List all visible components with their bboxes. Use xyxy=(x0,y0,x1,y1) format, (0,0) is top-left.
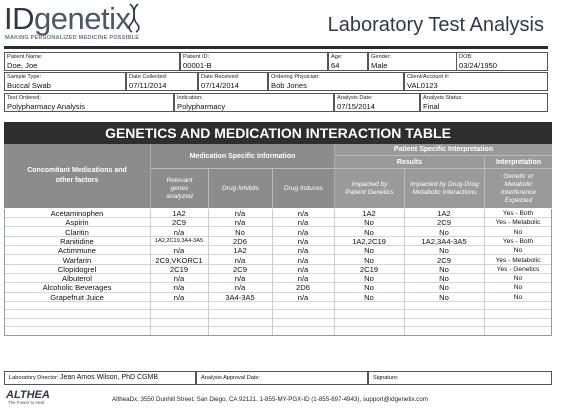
date-received-label: Date Received: xyxy=(201,74,240,80)
cell-inhibits: 2C9 xyxy=(233,264,247,274)
date-collected-value: 07/11/2014 xyxy=(129,81,167,90)
cell-medication: Warfarin xyxy=(62,255,92,265)
col-header-genes-text: Relevant genes analyzed xyxy=(166,176,193,200)
patient-name-label: Patient Name: xyxy=(7,54,43,60)
cell-medication: Albuterol xyxy=(62,274,92,284)
date-received-value: 07/14/2014 xyxy=(201,81,240,90)
col-header-interference-text: Genetic or Metabolic Interference Expected xyxy=(500,172,537,204)
table-title: GENETICS AND MEDICATION INTERACTION TABLE xyxy=(4,122,552,144)
cell-impacted-ddi: No xyxy=(439,227,449,237)
account-label: Client/Account #: xyxy=(407,74,450,80)
page-title: Laboratory Test Analysis xyxy=(327,14,544,36)
physician-label: Ordering Physician: xyxy=(271,74,320,80)
cell-induces: 2D6 xyxy=(296,283,310,293)
cell-medication: Aspirin xyxy=(65,218,89,228)
cell-genes: n/a xyxy=(173,227,185,237)
brand-suffix: genetix xyxy=(34,1,131,36)
col-header-impacted-ddi-text: Impacted by Drug-Drug Metabolic Interactions xyxy=(410,180,479,196)
cell-medication: Ranitidine xyxy=(60,236,94,246)
date-received-box xyxy=(198,72,268,91)
cell-genes: 1A2,2C19,3A4-3A5 xyxy=(154,237,204,244)
patient-id-label: Patient ID: xyxy=(183,54,210,60)
lab-director-value: Jean Amos Wilson, PhD CGMB xyxy=(60,374,159,381)
patient-id-value: 00001-B xyxy=(183,61,212,70)
col-header-genes xyxy=(150,168,208,208)
dob-value: 03/24/1950 xyxy=(459,61,498,70)
cell-induces: n/a xyxy=(297,236,309,246)
cell-interpretation: No xyxy=(513,293,523,301)
age-label: Age: xyxy=(331,54,343,60)
cell-impacted-ddi: 2C9 xyxy=(437,218,451,228)
cell-induces: n/a xyxy=(297,227,309,237)
col-header-impacted-genetics-text: Impacted by Patient Genetics xyxy=(345,180,394,196)
cell-induces: n/a xyxy=(297,292,309,302)
cell-impacted-ddi: No xyxy=(439,264,449,274)
brand-prefix: ID xyxy=(4,1,34,36)
cell-inhibits: No xyxy=(235,227,245,237)
cell-impacted-ddi: 1A2 xyxy=(437,209,451,218)
cell-interpretation: Yes - Both xyxy=(502,210,534,217)
gender-value: Male xyxy=(371,61,388,70)
physician-box xyxy=(268,72,404,91)
cell-genes: 2C9 xyxy=(172,218,186,228)
col-header-inhibits-text: Drug Inhibits xyxy=(221,184,260,192)
dob-label: DOB: xyxy=(459,54,473,60)
cell-inhibits: n/a xyxy=(234,274,246,284)
indication-label: Indication: xyxy=(177,95,203,101)
althea-tagline: The Power to Heal xyxy=(8,400,45,405)
cell-impacted-genetics: No xyxy=(364,255,374,265)
cell-interpretation: No xyxy=(513,284,523,292)
cell-genes: n/a xyxy=(173,246,185,256)
patient-id-box xyxy=(180,52,328,71)
cell-interpretation: Yes - Metabolic xyxy=(495,219,541,227)
cell-medication: Acetaminophen xyxy=(50,209,104,218)
cell-impacted-genetics: 2C19 xyxy=(359,264,379,274)
col-header-impacted-genetics xyxy=(334,168,404,208)
cell-genes: 1A2 xyxy=(172,209,186,218)
cell-induces: n/a xyxy=(297,218,309,228)
physician-value: Bob Jones xyxy=(271,81,307,90)
cell-interpretation: No xyxy=(513,228,523,236)
cell-induces: n/a xyxy=(297,274,309,284)
cell-genes: n/a xyxy=(173,283,185,293)
signature-label: Signature: xyxy=(373,375,399,381)
dob-box xyxy=(456,52,548,71)
analysis-date-value: 07/15/2014 xyxy=(337,102,376,111)
col-header-interference xyxy=(484,168,552,208)
group-header-medication-text: Medication Specific Information xyxy=(189,152,296,160)
cell-medication: Actimmune xyxy=(58,246,96,256)
cell-impacted-genetics: No xyxy=(364,292,374,302)
col-header-medications xyxy=(4,144,150,208)
cell-genes: n/a xyxy=(173,274,185,284)
brand-logo xyxy=(4,2,194,44)
althea-logo: ALTHEA xyxy=(6,389,50,401)
lab-director-label: Laboratory Director: xyxy=(9,375,59,381)
cell-inhibits: n/a xyxy=(234,218,246,228)
analysis-status-box xyxy=(420,93,548,112)
sample-type-value: Buccal Swab xyxy=(7,81,51,90)
gender-label: Gender: xyxy=(371,54,392,60)
cell-medication: Alcoholic Beverages xyxy=(42,283,112,293)
sub-header-results-text: Results xyxy=(396,158,423,166)
cell-impacted-genetics: 1A2,2C19 xyxy=(352,236,386,246)
header-divider xyxy=(4,46,548,49)
col-header-induces xyxy=(272,168,334,208)
cell-medication: Clopidogrel xyxy=(57,264,97,274)
cell-inhibits: n/a xyxy=(234,209,246,218)
indication-box xyxy=(174,93,334,112)
date-collected-box xyxy=(126,72,198,91)
account-box xyxy=(404,72,548,91)
cell-inhibits: 1A2 xyxy=(233,246,247,256)
cell-induces: n/a xyxy=(297,209,309,218)
dna-helix-icon xyxy=(128,3,140,33)
group-header-medication xyxy=(150,144,334,168)
test-ordered-box xyxy=(4,93,174,112)
analysis-date-box xyxy=(334,93,420,112)
date-collected-label: Date Collected: xyxy=(129,74,168,80)
lab-director-box xyxy=(4,371,196,385)
cell-impacted-ddi: No xyxy=(439,292,449,302)
brand-tagline: MAKING PERSONALIZED MEDICINE POSSIBLE xyxy=(5,35,140,41)
col-header-medications-text: Concomitant Medications and other factors xyxy=(27,167,127,184)
patient-name-box xyxy=(4,52,180,71)
col-header-induces-text: Drug Induces xyxy=(283,184,324,192)
sample-type-label: Sample Type: xyxy=(7,74,42,80)
group-header-patient xyxy=(334,144,552,155)
account-value: VAL0123 xyxy=(407,81,438,90)
col-header-inhibits xyxy=(208,168,272,208)
cell-interpretation: Yes - Genetics xyxy=(496,265,540,273)
cell-genes: 2C9,VKORC1 xyxy=(155,255,203,265)
group-header-patient-text: Patient Specific Interpretation xyxy=(393,146,494,153)
cell-impacted-ddi: 1A2,3A4-3A5 xyxy=(421,236,467,246)
cell-impacted-ddi: No xyxy=(439,246,449,256)
cell-inhibits: 2D6 xyxy=(233,236,247,246)
test-ordered-label: Test Ordered: xyxy=(7,95,41,101)
cell-impacted-genetics: No xyxy=(364,274,374,284)
sub-header-results xyxy=(334,155,484,168)
cell-genes: 2C19 xyxy=(169,264,189,274)
test-ordered-value: Polypharmacy Analysis xyxy=(7,102,86,111)
cell-interpretation: Yes - Metabolic xyxy=(495,256,541,264)
signature-box xyxy=(368,371,552,385)
cell-interpretation: No xyxy=(513,247,523,255)
company-address: AltheaDx, 3550 Dunhill Street, San Diego, CA 92121, 1-855-MY-PGX-ID (1-855-697-4943), support@idgenetix.com xyxy=(112,396,428,403)
cell-interpretation: No xyxy=(513,275,523,283)
brand-wordmark xyxy=(4,2,130,36)
cell-impacted-genetics: 1A2 xyxy=(362,209,376,218)
analysis-status-value: Final xyxy=(423,102,440,111)
cell-impacted-genetics: No xyxy=(364,218,374,228)
gender-box xyxy=(368,52,460,71)
cell-impacted-ddi: 2C9 xyxy=(437,255,451,265)
cell-inhibits: n/a xyxy=(234,283,246,293)
col-header-impacted-ddi xyxy=(404,168,484,208)
cell-medication: Grapefruit Juice xyxy=(50,292,104,302)
analysis-date-label: Analysis Date: xyxy=(337,95,373,101)
analysis-status-label: Analysis Status: xyxy=(423,95,463,101)
cell-interpretation: Yes - Both xyxy=(502,237,534,245)
cell-induces: n/a xyxy=(297,246,309,256)
patient-name-value: Doe, Joe xyxy=(7,61,38,70)
sub-header-interpretation xyxy=(484,155,552,168)
cell-induces: n/a xyxy=(297,264,309,274)
cell-impacted-genetics: No xyxy=(364,283,374,293)
approval-date-box xyxy=(196,371,368,385)
age-box xyxy=(328,52,368,71)
cell-impacted-ddi: No xyxy=(439,283,449,293)
indication-value: Polypharmacy xyxy=(177,102,226,111)
cell-impacted-ddi: No xyxy=(439,274,449,284)
cell-medication: Claritin xyxy=(65,227,89,237)
cell-inhibits: n/a xyxy=(234,255,246,265)
cell-genes: n/a xyxy=(173,292,185,302)
age-value: 64 xyxy=(331,61,340,70)
cell-impacted-genetics: No xyxy=(364,246,374,256)
cell-inhibits: 3A4-3A5 xyxy=(225,292,255,302)
sub-header-interpretation-text: Interpretation xyxy=(495,158,542,166)
sample-type-box xyxy=(4,72,126,91)
cell-induces: n/a xyxy=(297,255,309,265)
table-frame xyxy=(4,209,552,336)
cell-impacted-genetics: No xyxy=(364,227,374,237)
approval-date-label: Analysis Approval Date: xyxy=(201,375,261,381)
